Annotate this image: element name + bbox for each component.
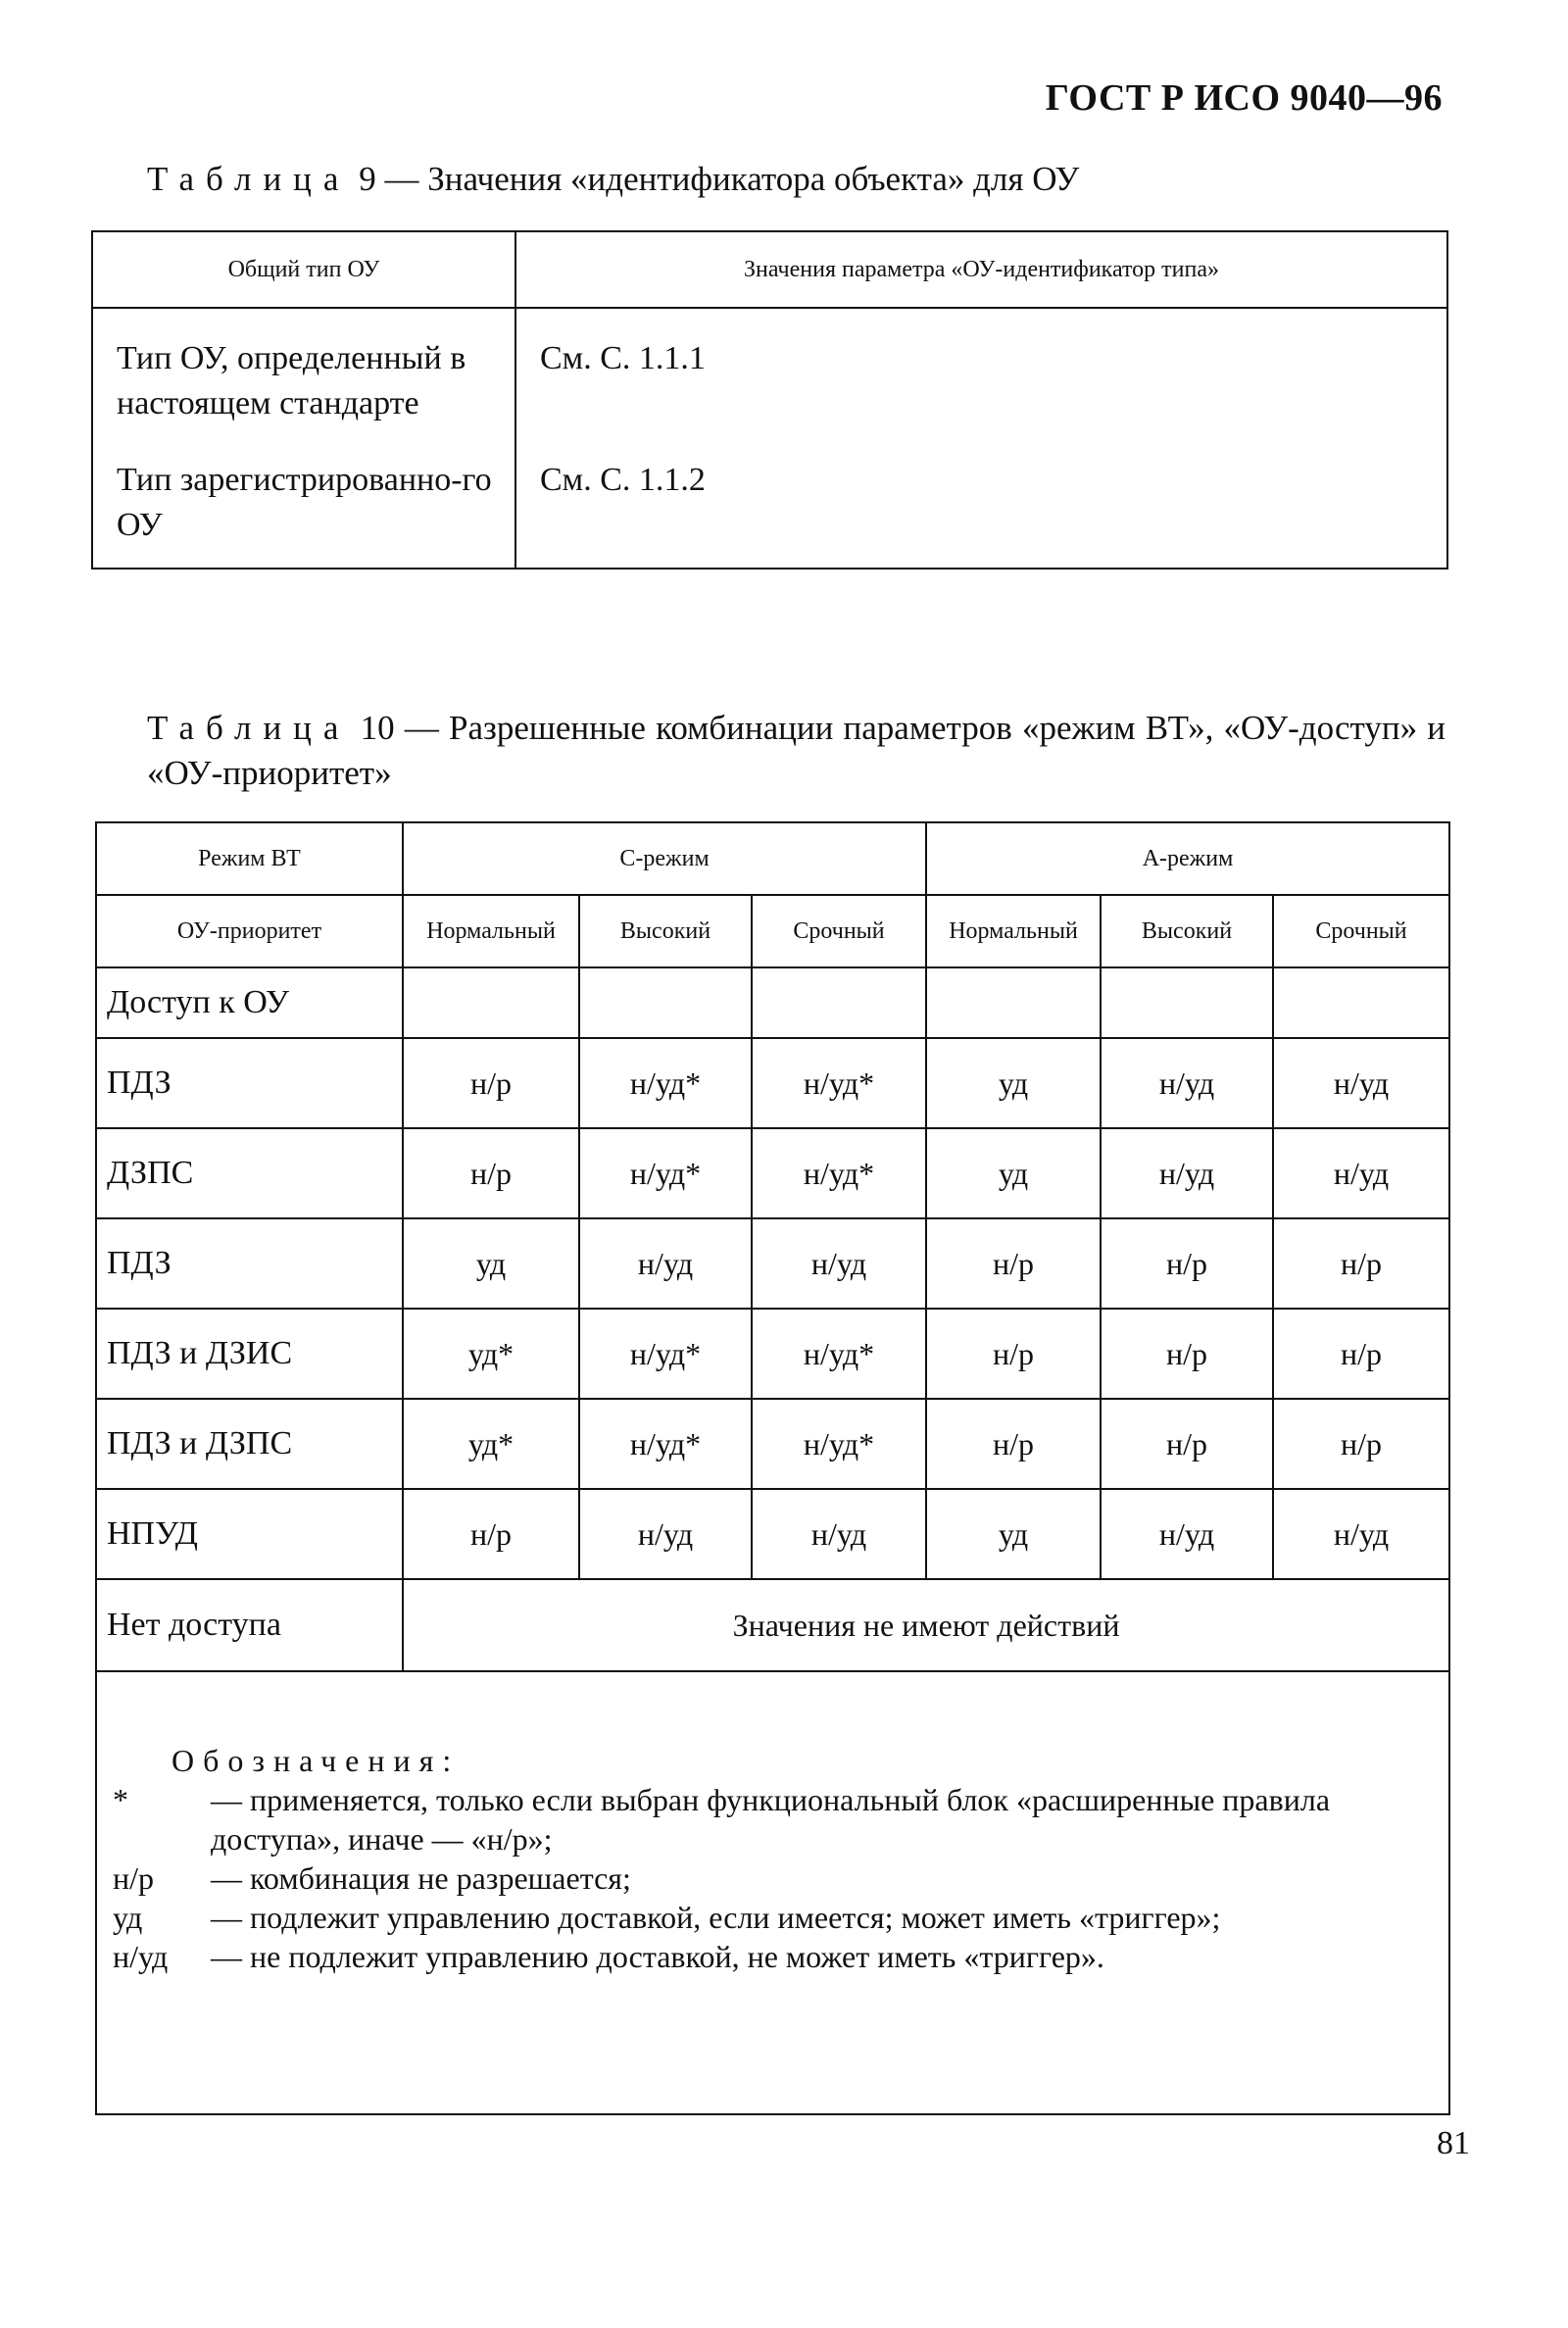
combination-cell: н/уд	[752, 1218, 926, 1309]
priority-header: Высокий	[1101, 895, 1273, 967]
table9-type-cell: Тип ОУ, определенный в настоящем стандарте	[92, 308, 515, 446]
access-type-label: ДЗПС	[96, 1128, 403, 1218]
combination-cell: н/уд	[1101, 1489, 1273, 1579]
legend-item	[113, 1937, 1425, 1976]
combination-cell: н/р	[926, 1309, 1101, 1399]
table10-caption-word: Таблица	[147, 709, 351, 747]
table9-row	[92, 308, 1447, 446]
table9-value-cell: См. С. 1.1.1	[515, 308, 1447, 446]
table10-caption	[147, 706, 1446, 796]
combination-cell: н/уд	[752, 1489, 926, 1579]
legend-symbol: *	[113, 1782, 128, 1817]
mode-label: Режим ВТ	[96, 822, 403, 895]
combination-cell: н/уд	[1101, 1128, 1273, 1218]
combination-cell: н/р	[1273, 1399, 1449, 1489]
empty-cell	[579, 967, 752, 1038]
combination-cell: уд	[926, 1038, 1101, 1128]
table10-caption-text: 10 — Разрешенные комбинации параметров «режим ВТ», «ОУ-доступ» и «ОУ-приоритет»	[147, 709, 1446, 792]
combination-cell: н/уд	[1273, 1489, 1449, 1579]
legend-title: Обозначения:	[172, 1743, 461, 1778]
table9-caption-word: Таблица	[147, 160, 351, 198]
table9-type-cell: Тип зарегистрированно-го ОУ	[92, 446, 515, 569]
table9	[91, 230, 1448, 570]
access-type-label: ПДЗ	[96, 1218, 403, 1309]
empty-cell	[1101, 967, 1273, 1038]
combination-cell: н/уд	[579, 1218, 752, 1309]
no-access-label: Нет доступа	[96, 1579, 403, 1671]
combination-cell: н/р	[926, 1399, 1101, 1489]
combination-cell: н/уд*	[752, 1399, 926, 1489]
table-row	[96, 1309, 1449, 1399]
priority-header: Срочный	[1273, 895, 1449, 967]
empty-cell	[403, 967, 579, 1038]
combination-cell: н/уд*	[579, 1309, 752, 1399]
table9-value-cell: См. С. 1.1.2	[515, 446, 1447, 569]
combination-cell: н/р	[1273, 1218, 1449, 1309]
table-row	[96, 1399, 1449, 1489]
legend-symbol: н/уд	[113, 1939, 169, 1974]
combination-cell: н/уд*	[752, 1038, 926, 1128]
access-label: Доступ к ОУ	[96, 967, 403, 1038]
table10	[95, 821, 1450, 2115]
empty-cell	[1273, 967, 1449, 1038]
no-access-value: Значения не имеют действий	[403, 1579, 1449, 1671]
priority-header: Нормальный	[403, 895, 579, 967]
combination-cell: уд	[926, 1489, 1101, 1579]
table-row	[96, 1579, 1449, 1671]
combination-cell: н/уд*	[579, 1399, 752, 1489]
table9-caption-text: 9 — Значения «идентификатора объекта» для ОУ	[359, 160, 1080, 198]
combination-cell: уд	[403, 1218, 579, 1309]
page-number: 81	[1437, 2125, 1470, 2161]
access-type-label: ПДЗ	[96, 1038, 403, 1128]
combination-cell: н/уд*	[752, 1309, 926, 1399]
combination-cell: н/р	[403, 1128, 579, 1218]
legend-item	[113, 1780, 1425, 1858]
empty-cell	[926, 967, 1101, 1038]
legend-item	[113, 1898, 1425, 1937]
legend-symbol: н/р	[113, 1860, 155, 1896]
table-row	[96, 1489, 1449, 1579]
empty-cell	[752, 967, 926, 1038]
legend-item	[113, 1858, 1425, 1898]
combination-cell: н/р	[403, 1489, 579, 1579]
combination-cell: н/уд*	[579, 1128, 752, 1218]
table-row	[96, 1038, 1449, 1128]
priority-header: Срочный	[752, 895, 926, 967]
combination-cell: н/р	[926, 1218, 1101, 1309]
legend-text: — не подлежит управлению доставкой, не может иметь «триггер».	[211, 1939, 1104, 1974]
legend-text: — применяется, только если выбран функциональный блок «расширенные правила доступа», иначе — «н/р»;	[211, 1782, 1331, 1857]
table9-header-type: Общий тип ОУ	[92, 231, 515, 308]
priority-header: Нормальный	[926, 895, 1101, 967]
legend-text: — подлежит управлению доставкой, если имеется; может иметь «триггер»;	[211, 1900, 1221, 1935]
legend	[96, 1671, 1449, 2114]
combination-cell: уд*	[403, 1399, 579, 1489]
combination-cell: н/уд	[1273, 1038, 1449, 1128]
combination-cell: н/уд*	[752, 1128, 926, 1218]
combination-cell: н/р	[1101, 1218, 1273, 1309]
combination-cell: уд*	[403, 1309, 579, 1399]
access-type-label: НПУД	[96, 1489, 403, 1579]
document-id: ГОСТ Р ИСО 9040—96	[1045, 77, 1443, 119]
c-mode-header: С-режим	[403, 822, 926, 895]
legend-text: — комбинация не разрешается;	[211, 1860, 631, 1896]
combination-cell: н/р	[1101, 1309, 1273, 1399]
table-row	[96, 1218, 1449, 1309]
combination-cell: н/уд*	[579, 1038, 752, 1128]
priority-label: ОУ-приоритет	[96, 895, 403, 967]
combination-cell: уд	[926, 1128, 1101, 1218]
access-type-label: ПДЗ и ДЗИС	[96, 1309, 403, 1399]
priority-header: Высокий	[579, 895, 752, 967]
table9-header-value: Значения параметра «ОУ-идентификатор типа»	[515, 231, 1447, 308]
table9-caption	[147, 157, 1079, 202]
combination-cell: н/р	[1101, 1399, 1273, 1489]
legend-symbol: уд	[113, 1900, 143, 1935]
combination-cell: н/уд	[1273, 1128, 1449, 1218]
a-mode-header: А-режим	[926, 822, 1449, 895]
access-type-label: ПДЗ и ДЗПС	[96, 1399, 403, 1489]
combination-cell: н/уд	[579, 1489, 752, 1579]
combination-cell: н/р	[403, 1038, 579, 1128]
table9-row	[92, 446, 1447, 569]
combination-cell: н/уд	[1101, 1038, 1273, 1128]
table-row	[96, 1128, 1449, 1218]
combination-cell: н/р	[1273, 1309, 1449, 1399]
